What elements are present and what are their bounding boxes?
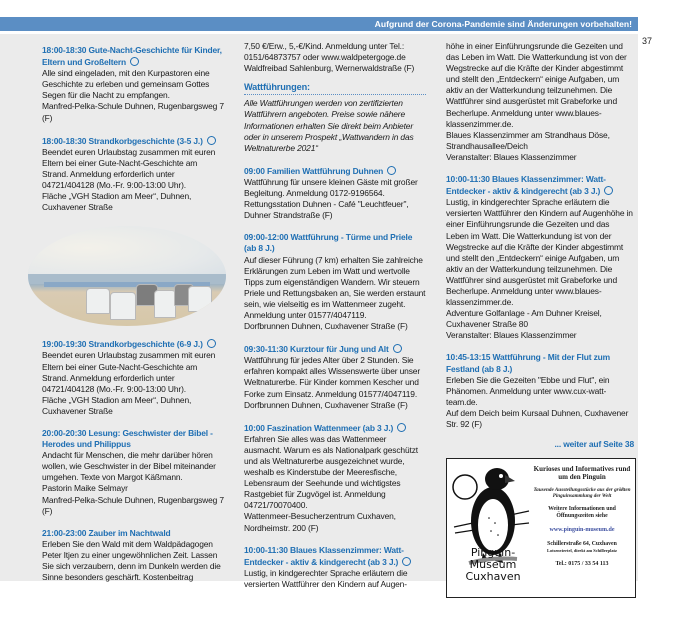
event-continuation: höhe in einer Einführungsrunde die Gezeiten und das Leben im Watt. Die Watterkundung ist von der Wegstrecke auf die Kräfte der Kinder abgestimmt und stellt den „Entdeckern“ einige Aufgaben, um aktiv an der Watterkundung teilzunehmen. Die Wattführer sind ausgerüstet mit Grabeforke und Becherlupe. Anmeldung unter www.blaues-klassenzimmer.de.: [446, 41, 627, 129]
event-location: Manfred-Pelka-Schule Duhnen, Rugenbargsweg 7 (F): [42, 101, 224, 123]
event-description: Auf dieser Führung (7 km) erhalten Sie zahlreiche Erklärungen zum Leben im Watt und wertvolle Tipps zum eigenständigen Wandern. Wir steuern Priele und Rettungsbaken an, Sie werden erstaunt sein, wie vielseitig es im Wattenmeer zugeht. Anmeldung unter 01577/4047119.: [244, 254, 426, 320]
event-entry: [42, 428, 224, 517]
ad-logo-text: [453, 547, 533, 583]
event-location: Adventure Golfanlage - Am Duhner Kreisel, Cuxhavener Straße 80: [446, 308, 602, 330]
event-location: Waldfreibad Sahlenburg, Wernerwaldstraße (F): [244, 63, 415, 74]
kid-friendly-icon: [387, 166, 396, 175]
event-description: Andacht für Menschen, die mehr darüber hören wollen, wie Geschwister in der Bibel miteinander umgehen. Texte von Margot Käßmann.: [42, 450, 216, 483]
corona-notice-banner: [0, 17, 638, 31]
event-title: 18:00-18:30 Gute-Nacht-Geschichte für Kinder, Eltern und Großeltern: [42, 45, 222, 68]
event-description: Erleben Sie die Gezeiten "Ebbe und Flut", ein Phänomen. Anmeldung unter www.cux-watt-team.de.: [446, 374, 610, 407]
event-location: Dorfbrunnen Duhnen, Cuxhavener Straße (F): [244, 321, 408, 332]
ad-subline: Tausende Ausstellungsstücke aus der größten Pinguinsammlung der Welt: [533, 487, 631, 500]
event-location: Manfred-Pelka-Schule Duhnen, Rugenbargsweg 7 (F): [42, 494, 224, 516]
ad-phone: Tel.: 0175 / 33 54 113: [555, 560, 609, 567]
kid-friendly-icon: [207, 136, 216, 145]
beach-chair: [154, 290, 176, 318]
ad-info: Weitere Informationen und Öffnungszeiten siehe: [548, 505, 616, 519]
event-description: Lustig, in kindgerechter Sprache erläutern die versierten Wattführer den Kindern auf Augen-: [244, 567, 408, 589]
event-description: Wattführung für unsere kleinen Gäste mit großer Begleitung. Anmeldung 0172-9196564.: [244, 176, 418, 199]
event-location: Fläche „VGH Stadion am Meer“, Duhnen, Cuxhavener Straße: [42, 394, 192, 416]
event-title: 09:00 Familien Wattführung Duhnen: [244, 165, 426, 177]
section-intro: Alle Wattführungen werden von zertifizierten Wattführern angeboten. Preise sowie nähere Informationen erhalten Sie direkt beim Anbieter oder in unserem Prospekt „Wattwandern in das Weltnaturerbe 2021“: [244, 98, 414, 153]
logo-line: Pinguin-: [470, 546, 516, 559]
continued-on-page-link[interactable]: ... weiter auf Seite 38: [554, 439, 634, 450]
beach-chair: [86, 288, 110, 314]
corona-notice-text: Aufgrund der Corona-Pandemie sind Änderungen vorbehalten!: [374, 19, 632, 29]
event-location: Wattenmeer-Besucherzentrum Cuxhaven, Nordheimstr. 200 (F): [244, 511, 396, 533]
kid-friendly-icon: [397, 423, 406, 432]
ad-text-block: [531, 465, 633, 567]
beach-chair: [110, 292, 136, 320]
event-continuation: 7,50 €/Erw., 5,-€/Kind. Anmeldung unter Tel.: 0151/64873757 oder www.waldpetergoge.de: [244, 41, 406, 63]
event-entry: [446, 352, 634, 430]
event-location: Blaues Klassenzimmer am Strandhaus Döse, Strandhausallee/Deich: [446, 129, 610, 151]
ad-headline: Kurioses und Informatives rund um den Pinguin: [533, 465, 631, 481]
event-description: Alle sind eingeladen, mit den Kurpastoren eine Geschichte zu erleben und gemeinsam Gottes Segen für die Nacht zu empfangen.: [42, 68, 210, 101]
event-title: 19:00-19:30 Strandkorbgeschichte (6-9 J.): [42, 338, 224, 350]
event-entry: [244, 422, 426, 534]
page-number: 37: [642, 36, 653, 46]
event-title: 09:00-12:00 Wattführung - Türme und Priele (ab 8 J.): [244, 232, 413, 254]
photo-sky: [28, 226, 226, 281]
beach-chairs-photo: [28, 226, 226, 326]
event-organizer: Veranstalter: Blaues Klassenzimmer: [446, 330, 577, 341]
event-location: Rettungsstation Duhnen - Café "Leuchtfeuer", Duhner Strandstraße (F): [244, 199, 409, 221]
kid-friendly-icon: [130, 57, 139, 66]
event-entry: [244, 232, 426, 332]
section-heading-wattfuehrungen: Wattführungen:: [244, 82, 426, 95]
kid-friendly-icon: [604, 186, 613, 195]
kid-friendly-icon: [402, 557, 411, 566]
event-description: Beendet euren Urlaubstag zusammen mit euren Eltern bei einer Gute-Nacht-Geschichte am Strand. Anmeldung erforderlich unter 04721/404128 (Mo.-Fr. 9:00-13:00 Uhr).: [42, 350, 216, 394]
event-title: 20:00-20:30 Lesung: Geschwister der Bibel - Herodes und Philippus: [42, 427, 213, 450]
event-entry: [446, 174, 634, 341]
event-description: Erfahren Sie alles was das Wattenmeer ausmacht. Warum es als Nationalpark geschützt und als Weltnaturerbe ausgezeichnet wurde, weshalb es Kinderstube der Meeresfische, Lebensraum der Seehunde und wichtigstes Rastgebiet für Zugvögel ist. Anmeldung 04721/70070400.: [244, 433, 418, 511]
event-location: Fläche „VGH Stadion am Meer“, Duhnen, Cuxhavener Straße: [42, 191, 192, 213]
ad-url-link[interactable]: www.pinguin-museum.de: [549, 526, 615, 533]
event-entry: [244, 343, 426, 411]
event-entry: [42, 45, 224, 124]
event-title: 09:30-11:30 Kurztour für Jung und Alt: [244, 343, 426, 355]
event-speaker: Pastorin Maike Selmayr: [42, 483, 128, 494]
event-title: 21:00-23:00 Zauber im Nachtwald: [42, 527, 171, 538]
event-location: Auf dem Deich beim Kursaal Duhnen, Cuxhavener Str. 92 (F): [446, 407, 629, 429]
logo-line: Cuxhaven: [465, 570, 521, 583]
event-entry: [42, 135, 224, 214]
pinguin-museum-ad: [446, 458, 636, 598]
event-description: Erleben Sie den Wald mit dem Waldpädagogen Peter Itjen zu einer ungewöhnlichen Zeit. Lassen Sie sich verzaubern, denn im Dunkeln werden die Sinne besonders geschärft. Kostenbeitrag: [42, 538, 221, 583]
event-entry: [244, 165, 426, 221]
beach-chair: [188, 286, 212, 312]
event-entry: [42, 528, 224, 583]
event-title: 10:00 Faszination Wattenmeer (ab 3 J.): [244, 422, 426, 434]
kid-friendly-icon: [393, 344, 402, 353]
event-title: 18:00-18:30 Strandkorbgeschichte (3-5 J.): [42, 135, 224, 147]
column-3: [446, 41, 634, 450]
event-location: Dorfbrunnen Duhnen, Cuxhavener Straße (F): [244, 399, 408, 410]
event-description: Lustig, in kindgerechter Sprache erläutern die versierten Wattführer den Kindern auf Augenhöhe in einer Einführungsrunde die Gezeiten und das Leben im Watt. Die Watterkundung ist von der Wegstrecke auf die Kräfte der Kinder abgestimmt und stellt den „Entdeckern“ einige Aufgaben, um aktiv an der Watterkundung teilzunehmen. Die Wattführer sind ausgerüstet mit Grabeforke und Becherlupe. Anmeldung unter www.blaues-klassenzimmer.de.: [446, 197, 633, 308]
event-entry: [244, 545, 426, 590]
event-title: 10:00-11:30 Blaues Klassenzimmer: Watt-Entdecker - aktiv & kindgerecht (ab 3 J.): [244, 545, 426, 568]
logo-line: Museum: [469, 558, 517, 571]
event-description: Wattführung für jedes Alter über 2 Stunden. Sie erfahren kompakt alles Wissenswerte über unser Weltnaturerbe. Für Kinder kommen Kescher und Forke zum Einsatz. Anmeldung 01577/4047119.: [244, 355, 420, 399]
ad-address-note: Lotsenviertel, direkt am Schillerplatz: [547, 547, 617, 553]
event-description: Beendet euren Urlaubstag zusammen mit euren Eltern bei einer Gute-Nacht-Geschichte am Strand. Anmeldung erforderlich unter 04721/404128 (Mo.-Fr. 9:00-13:00 Uhr).: [42, 146, 216, 191]
event-organizer: Veranstalter: Blaues Klassenzimmer: [446, 151, 577, 162]
kid-friendly-icon: [207, 339, 216, 348]
event-title: 10:00-11:30 Blaues Klassenzimmer: Watt-Entdecker - aktiv & kindgerecht (ab 3 J.): [446, 174, 634, 197]
event-title: 10:45-13:15 Wattführung - Mit der Flut zum Festland (ab 8 J.): [446, 352, 611, 374]
event-entry: [42, 338, 224, 417]
ad-address: Schillerstraße 64, Cuxhaven: [547, 540, 617, 547]
column-2: [244, 41, 426, 601]
